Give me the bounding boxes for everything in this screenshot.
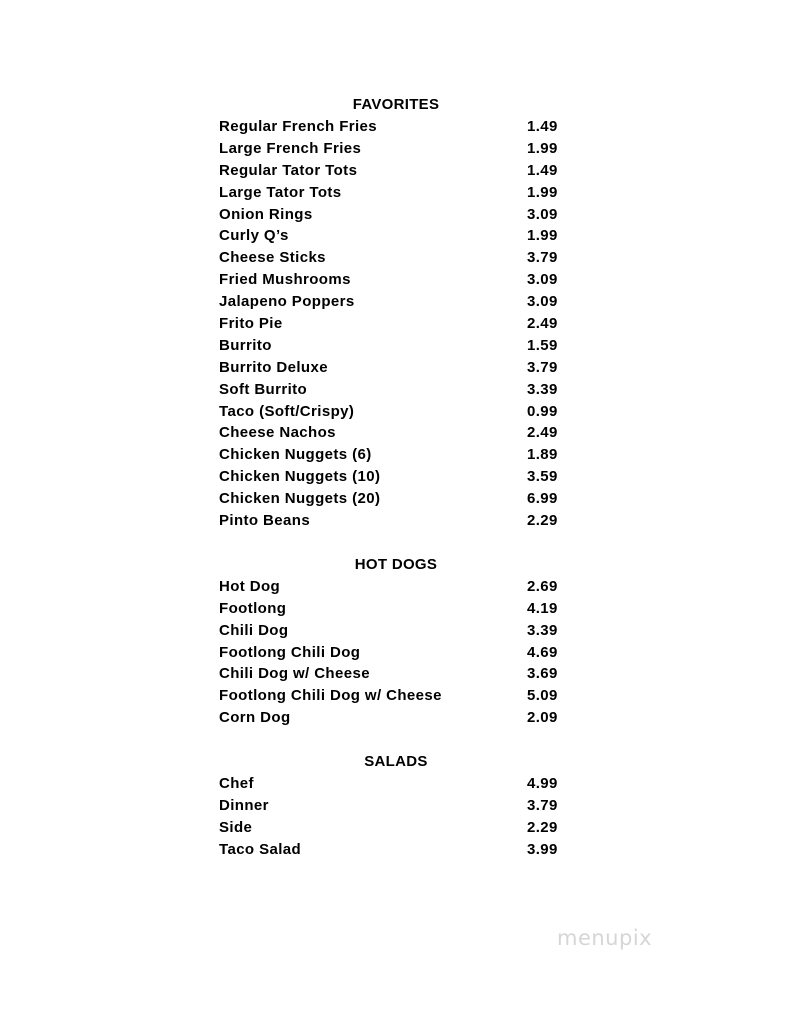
menu-item [219,401,579,423]
item-price: 0.99 [527,402,558,420]
section-salads [219,751,579,861]
menu-item [219,204,579,226]
item-price: 4.19 [527,599,558,617]
item-price: 3.39 [527,621,558,639]
menu-item [219,663,579,685]
menu-item [219,642,579,664]
item-price: 2.29 [527,818,558,836]
item-price: 3.39 [527,380,558,398]
item-price: 3.79 [527,249,558,267]
menu-item [219,138,579,160]
item-price: 4.69 [527,643,558,661]
menu-item [219,182,579,204]
menu-item [219,510,579,532]
menu-item [219,335,579,357]
menu-item [219,269,579,291]
item-price: 3.09 [527,205,558,223]
item-name: Corn Dog [219,709,291,727]
item-price: 1.49 [527,161,558,179]
menu-item [219,488,579,510]
item-name: Frito Pie [219,315,283,333]
item-price: 4.99 [527,775,558,793]
menu-item [219,707,579,729]
menu-item [219,685,579,707]
item-name: Jalapeno Poppers [219,293,355,311]
item-name: Regular French Fries [219,118,378,135]
item-name: Pinto Beans [219,512,311,530]
item-price: 2.49 [527,315,558,333]
menu-item [219,160,579,182]
menu-item [219,817,579,839]
item-name: Cheese Sticks [219,249,326,267]
section-title: FAVORITES [352,96,440,113]
item-name: Chicken Nuggets (6) [219,446,372,464]
item-name: Soft Burrito [219,380,308,398]
item-price: 1.89 [527,446,558,464]
item-price: 2.09 [527,709,558,727]
item-price: 1.99 [527,139,558,157]
item-price: 3.59 [527,468,558,486]
menu-item [219,116,579,138]
watermark-logo: menupix [557,926,653,950]
item-name: Chili Dog w/ Cheese [219,665,370,683]
menu-item [219,598,579,620]
menu-item [219,576,579,598]
menu-item [219,225,579,247]
item-name: Regular Tator Tots [219,161,358,179]
item-name: Dinner [219,797,269,815]
item-price: 2.29 [527,512,558,530]
item-price: 3.09 [527,293,558,311]
menu-item [219,795,579,817]
item-name: Large Tator Tots [219,183,342,201]
menu-item [219,247,579,269]
item-name: Footlong [219,599,287,617]
item-name: Footlong Chili Dog [219,643,361,661]
menu [219,94,579,861]
item-name: Side [219,818,253,836]
section-hot-dogs [219,554,579,729]
item-price: 3.69 [527,665,558,683]
item-price: 3.79 [527,358,558,376]
item-price: 6.99 [527,490,558,508]
item-price: 2.69 [527,577,558,595]
item-name: Taco (Soft/Crispy) [219,402,355,420]
item-name: Chili Dog [219,621,289,639]
item-price: 1.99 [527,183,558,201]
item-price: 2.49 [527,424,558,442]
section-title: SALADS [364,753,428,771]
item-price: 1.49 [527,118,558,135]
item-name: Chef [219,775,254,793]
item-price: 3.79 [527,797,558,815]
item-name: Burrito Deluxe [219,358,328,376]
item-name: Onion Rings [219,205,313,223]
item-list [219,576,579,729]
item-name: Curly Q’s [219,227,289,245]
item-list [219,773,579,861]
menu-item [219,773,579,795]
item-name: Large French Fries [219,139,362,157]
section-favorites [219,94,579,532]
item-name: Burrito [219,336,272,354]
item-name: Footlong Chili Dog w/ Cheese [219,687,442,705]
item-price: 1.99 [527,227,558,245]
item-name: Chicken Nuggets (10) [219,468,381,486]
item-price: 1.59 [527,336,558,354]
item-price: 5.09 [527,687,558,705]
item-name: Cheese Nachos [219,424,336,442]
menu-item [219,839,579,861]
menu-item [219,620,579,642]
menu-item [219,422,579,444]
item-name: Taco Salad [219,840,302,858]
section-title: HOT DOGS [354,555,438,573]
menu-item [219,357,579,379]
menu-item [219,313,579,335]
item-price: 3.99 [527,840,558,858]
item-price: 3.09 [527,271,558,289]
menu-item [219,291,579,313]
item-name: Chicken Nuggets (20) [219,490,381,508]
menu-item [219,379,579,401]
item-name: Fried Mushrooms [219,271,351,289]
menu-item [219,444,579,466]
item-list [219,116,579,532]
menu-item [219,466,579,488]
item-name: Hot Dog [219,577,281,595]
